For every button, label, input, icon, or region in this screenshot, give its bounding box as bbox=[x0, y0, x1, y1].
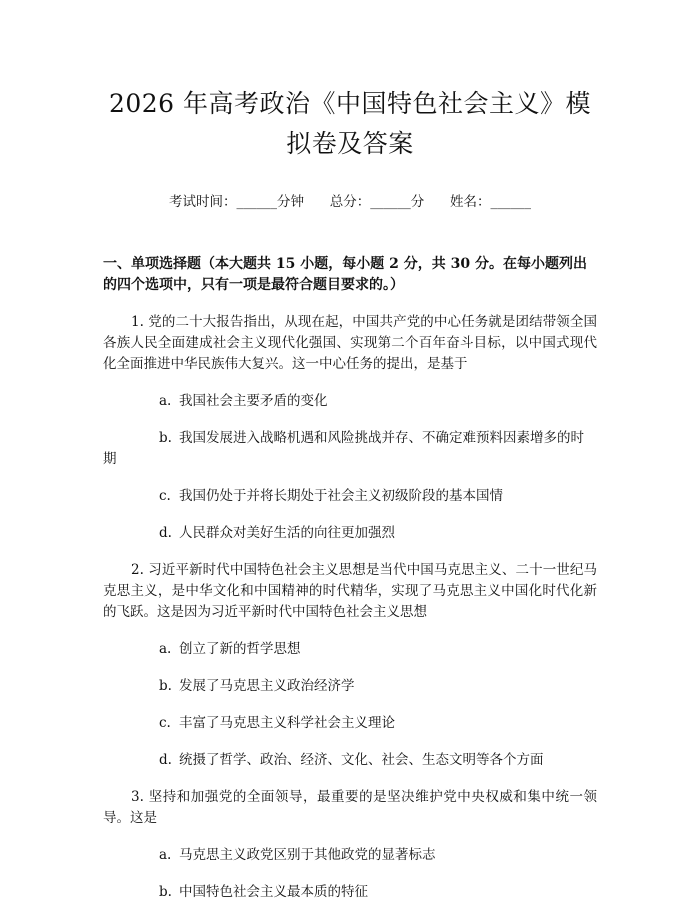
option-a bbox=[103, 845, 597, 866]
option-a bbox=[103, 639, 597, 660]
question-stem: 2. 习近平新时代中国特色社会主义思想是当代中国马克思主义、二十一世纪马克思主义，是中华文化和中国精神的时代精华，实现了马克思主义中国化时代化新的飞跃。这是因为习近平新时代中国特色社会主义思想 bbox=[103, 562, 597, 620]
option-text: 马克思主义政党区别于其他政党的显著标志 bbox=[179, 847, 436, 863]
option-text: 丰富了马克思主义科学社会主义理论 bbox=[179, 715, 395, 731]
option-letter: b. bbox=[159, 884, 172, 900]
question-3 bbox=[103, 787, 597, 903]
page-title: 2026 年高考政治《中国特色社会主义》模拟卷及答案 bbox=[108, 89, 592, 158]
option-letter: a. bbox=[159, 393, 172, 409]
option-a bbox=[103, 391, 597, 412]
question-2 bbox=[103, 560, 597, 771]
option-text: 我国发展进入战略机遇和风险挑战并存、不确定难预料因素增多的时期 bbox=[103, 430, 584, 467]
option-letter: b. bbox=[159, 430, 172, 446]
option-letter: c. bbox=[159, 488, 171, 504]
option-c bbox=[103, 713, 597, 734]
option-text: 人民群众对美好生活的向往更加强烈 bbox=[179, 525, 395, 541]
exam-info-line: 考试时间：______分钟 总分：______分 姓名：______ bbox=[169, 194, 531, 210]
option-letter: d. bbox=[159, 752, 172, 768]
option-letter: c. bbox=[159, 715, 171, 731]
option-text: 统摄了哲学、政治、经济、文化、社会、生态文明等各个方面 bbox=[179, 752, 544, 768]
question-stem: 1. 党的二十大报告指出，从现在起，中国共产党的中心任务就是团结带领全国各族人民全面建成社会主义现代化强国、实现第二个百年奋斗目标，以中国式现代化全面推进中华民族伟大复兴。这一中心任务的提出，是基于 bbox=[103, 314, 597, 372]
option-d bbox=[103, 750, 597, 771]
option-text: 我国社会主要矛盾的变化 bbox=[179, 393, 328, 409]
option-b bbox=[103, 882, 597, 903]
option-letter: a. bbox=[159, 847, 172, 863]
option-text: 我国仍处于并将长期处于社会主义初级阶段的基本国情 bbox=[179, 488, 503, 504]
option-b bbox=[103, 676, 597, 697]
option-letter: d. bbox=[159, 525, 172, 541]
option-letter: b. bbox=[159, 678, 172, 694]
option-c bbox=[103, 486, 597, 507]
option-text: 创立了新的哲学思想 bbox=[179, 641, 301, 657]
section-heading: 一、单项选择题（本大题共 15 小题，每小题 2 分，共 30 分。在每小题列出的四个选项中，只有一项是最符合题目要求的。） bbox=[103, 256, 587, 293]
option-text: 中国特色社会主义最本质的特征 bbox=[179, 884, 368, 900]
option-d bbox=[103, 523, 597, 544]
question-stem: 3. 坚持和加强党的全面领导，最重要的是坚决维护党中央权威和集中统一领导。这是 bbox=[103, 789, 597, 826]
option-letter: a. bbox=[159, 641, 172, 657]
option-b bbox=[103, 428, 597, 470]
question-1 bbox=[103, 312, 597, 544]
option-text: 发展了马克思主义政治经济学 bbox=[179, 678, 355, 694]
